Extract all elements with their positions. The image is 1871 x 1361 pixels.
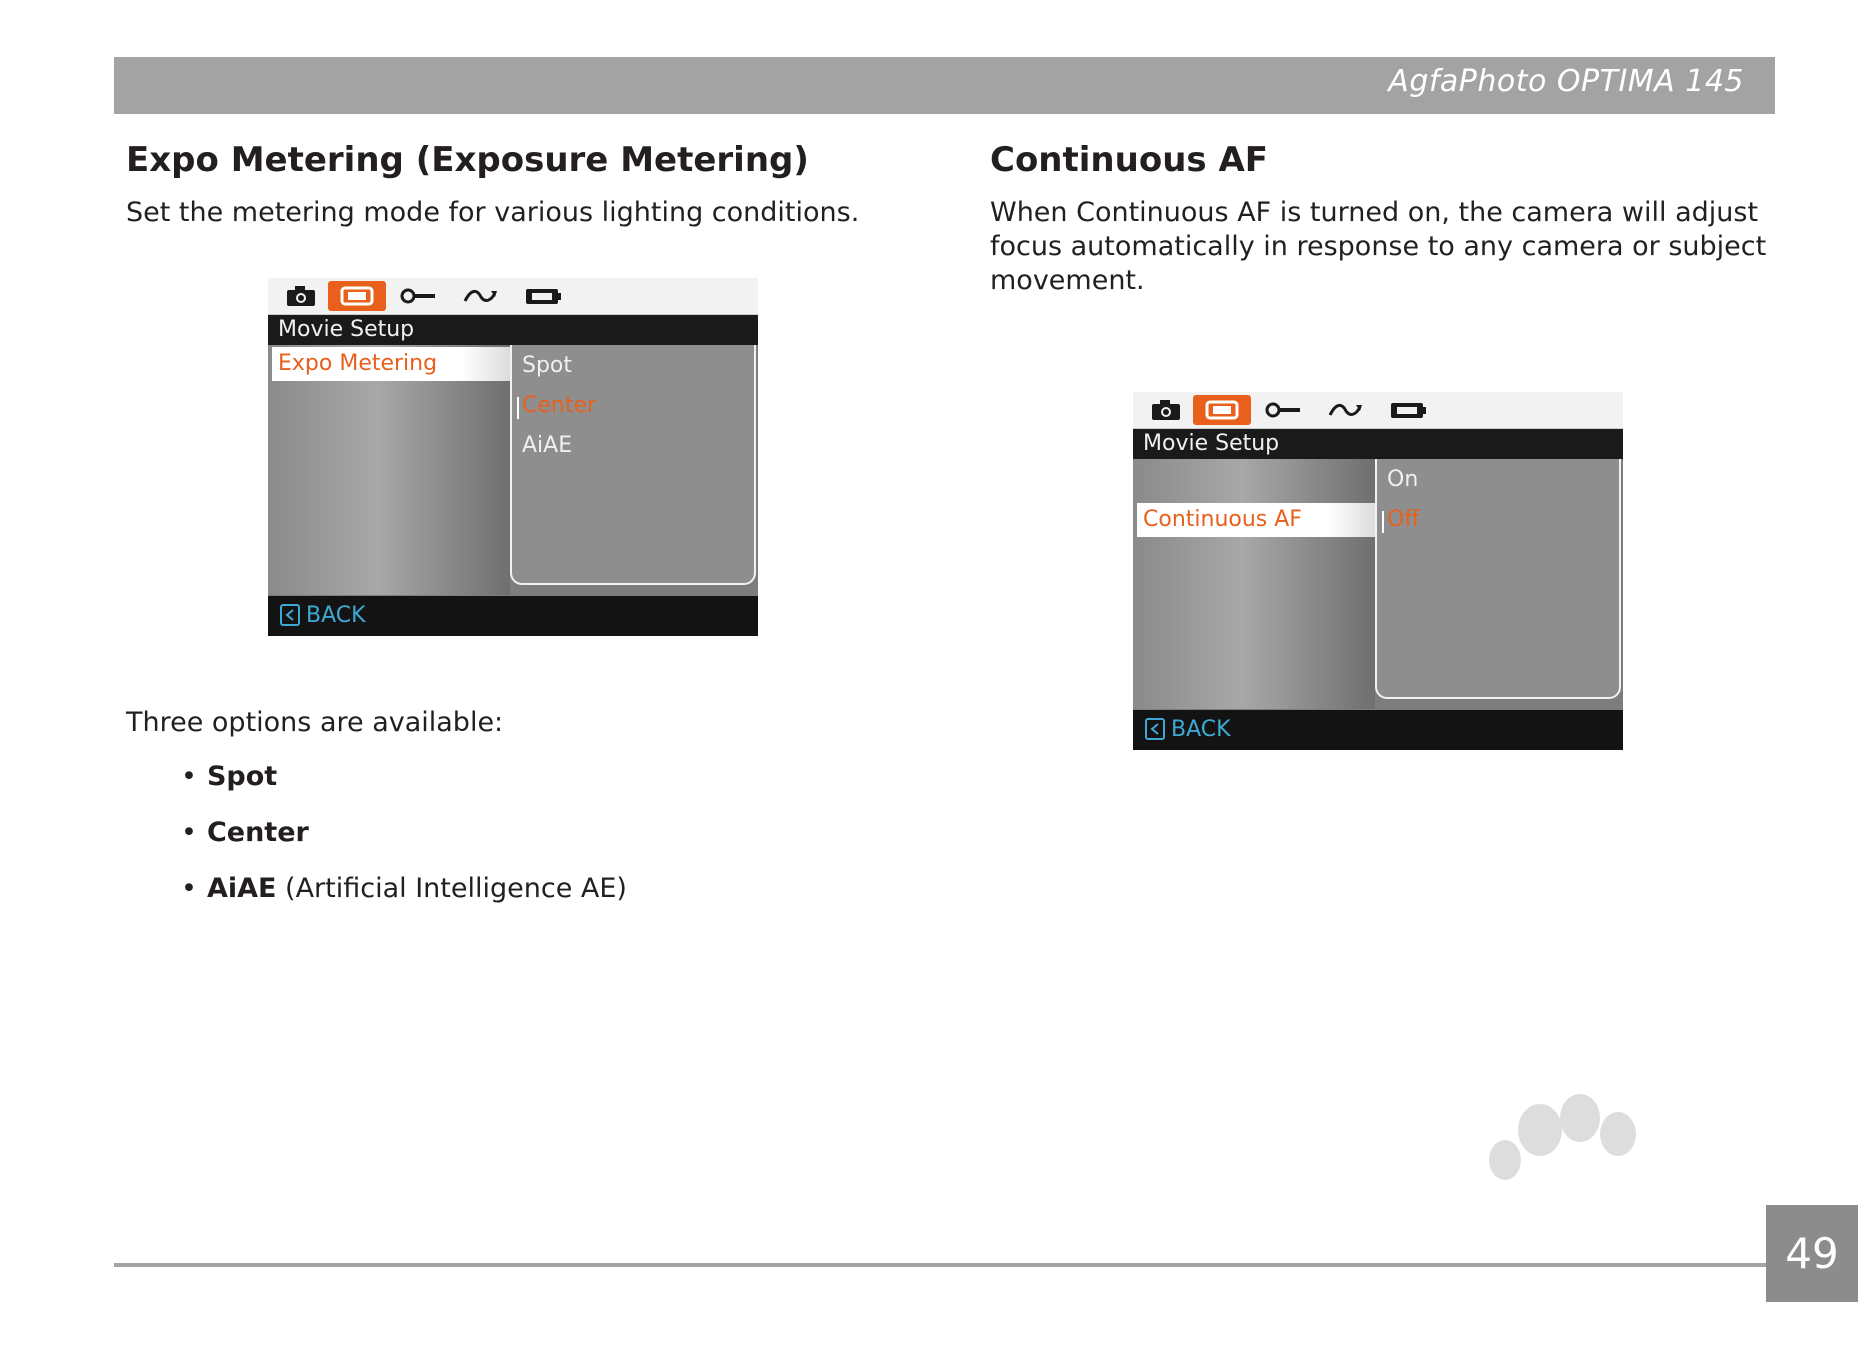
option-center[interactable]: Center bbox=[522, 393, 597, 418]
option-name: AiAE bbox=[206, 873, 277, 904]
back-arrow-icon bbox=[280, 604, 300, 626]
menu-title-bar bbox=[1133, 429, 1623, 459]
page-header bbox=[114, 57, 1775, 114]
back-label: BACK bbox=[1171, 717, 1231, 742]
movie-tab[interactable] bbox=[1193, 395, 1251, 425]
back-bar[interactable] bbox=[1133, 710, 1623, 750]
expo-metering-heading: Expo Metering (Exposure Metering) bbox=[126, 140, 809, 180]
battery-tab[interactable] bbox=[514, 281, 572, 311]
back-label: BACK bbox=[306, 603, 366, 628]
option-on[interactable]: On bbox=[1387, 467, 1419, 492]
baidu-watermark bbox=[1340, 1090, 1780, 1310]
page-number: 49 bbox=[1766, 1205, 1858, 1302]
options-panel bbox=[510, 345, 756, 585]
options-list bbox=[181, 760, 627, 928]
menu-title: Movie Setup bbox=[1143, 431, 1280, 456]
menu-title: Movie Setup bbox=[278, 317, 415, 342]
continuous-af-description bbox=[990, 196, 1766, 298]
option-spot[interactable]: Spot bbox=[522, 353, 573, 378]
back-bar[interactable] bbox=[268, 596, 758, 636]
menu-item-expo-metering[interactable] bbox=[272, 347, 510, 381]
paw-logo-icon bbox=[1340, 1090, 1780, 1310]
expo-metering-screen bbox=[268, 278, 758, 636]
playback-icon bbox=[1326, 399, 1366, 421]
list-item: • Center bbox=[181, 817, 309, 848]
list-item: • AiAE (Artificial Intelligence AE) bbox=[181, 873, 627, 904]
expo-metering-description: Set the metering mode for various lighting conditions. bbox=[126, 197, 860, 228]
menu-list bbox=[268, 345, 510, 595]
footer-rule bbox=[114, 1263, 1766, 1267]
list-item: • Spot bbox=[181, 761, 278, 792]
menu-item-label: Expo Metering bbox=[278, 351, 438, 376]
camera-icon bbox=[285, 285, 317, 307]
description-line: focus automatically in response to any camera or subject bbox=[990, 231, 1767, 262]
camera-icon bbox=[1150, 399, 1182, 421]
playback-tab[interactable] bbox=[1317, 395, 1375, 425]
camera-tab[interactable] bbox=[272, 281, 330, 311]
menu-tabs bbox=[268, 278, 758, 315]
battery-icon bbox=[1389, 399, 1427, 421]
description-line: When Continuous AF is turned on, the camera will adjust bbox=[990, 197, 1759, 228]
movie-icon bbox=[339, 285, 375, 307]
playback-icon bbox=[461, 285, 501, 307]
setup-tab[interactable] bbox=[390, 281, 448, 311]
setup-tab[interactable] bbox=[1255, 395, 1313, 425]
menu-title-bar bbox=[268, 315, 758, 345]
playback-tab[interactable] bbox=[452, 281, 510, 311]
option-name: Spot bbox=[206, 761, 278, 792]
continuous-af-heading: Continuous AF bbox=[990, 140, 1269, 180]
menu-list bbox=[1133, 459, 1375, 709]
battery-tab[interactable] bbox=[1379, 395, 1437, 425]
option-note: (Artificial Intelligence AE) bbox=[285, 873, 627, 904]
battery-icon bbox=[524, 285, 562, 307]
wrench-icon bbox=[399, 285, 439, 307]
continuous-af-screen bbox=[1133, 392, 1623, 750]
description-line: movement. bbox=[990, 265, 1145, 296]
camera-tab[interactable] bbox=[1137, 395, 1195, 425]
menu-tabs bbox=[1133, 392, 1623, 429]
option-name: Center bbox=[206, 817, 309, 848]
options-panel bbox=[1375, 459, 1621, 699]
movie-tab[interactable] bbox=[328, 281, 386, 311]
option-off[interactable]: Off bbox=[1387, 507, 1420, 532]
wrench-icon bbox=[1264, 399, 1304, 421]
menu-item-label: Continuous AF bbox=[1143, 507, 1302, 532]
option-aiae[interactable]: AiAE bbox=[522, 433, 573, 458]
movie-icon bbox=[1204, 399, 1240, 421]
manual-title: AgfaPhoto OPTIMA 145 bbox=[1388, 64, 1744, 99]
back-arrow-icon bbox=[1145, 718, 1165, 740]
options-intro: Three options are available: bbox=[126, 707, 504, 738]
menu-item-continuous-af[interactable] bbox=[1137, 503, 1375, 537]
